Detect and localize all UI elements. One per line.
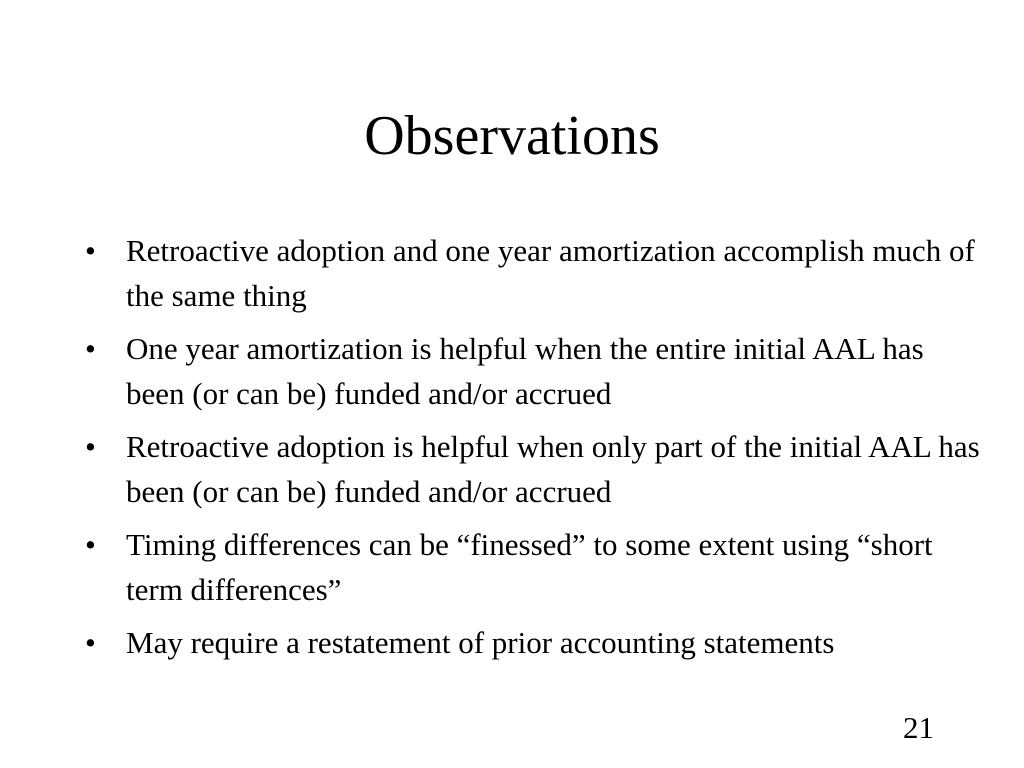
bullet-list bbox=[85, 228, 985, 673]
bullet-item bbox=[85, 620, 985, 665]
bullet-icon: • bbox=[85, 625, 96, 660]
bullet-item bbox=[85, 228, 985, 318]
bullet-icon: • bbox=[85, 429, 96, 464]
bullet-text: May require a restatement of prior accounting statements bbox=[126, 625, 835, 660]
bullet-icon: • bbox=[85, 233, 96, 268]
bullet-icon: • bbox=[85, 527, 96, 562]
bullet-item bbox=[85, 522, 985, 612]
bullet-icon: • bbox=[85, 331, 96, 366]
bullet-text: Retroactive adoption and one year amortization accomplish much of the same thing bbox=[126, 233, 975, 313]
slide-title: Observations bbox=[364, 105, 660, 167]
bullet-text: Retroactive adoption is helpful when only part of the initial AAL has been (or can be) funded and/or accrued bbox=[126, 429, 980, 509]
bullet-text: Timing differences can be “finessed” to some extent using “short term differences” bbox=[126, 527, 933, 607]
page-number: 21 bbox=[903, 710, 934, 745]
bullet-item bbox=[85, 424, 985, 514]
bullet-text: One year amortization is helpful when the entire initial AAL has been (or can be) funded and/or accrued bbox=[126, 331, 924, 411]
bullet-item bbox=[85, 326, 985, 416]
